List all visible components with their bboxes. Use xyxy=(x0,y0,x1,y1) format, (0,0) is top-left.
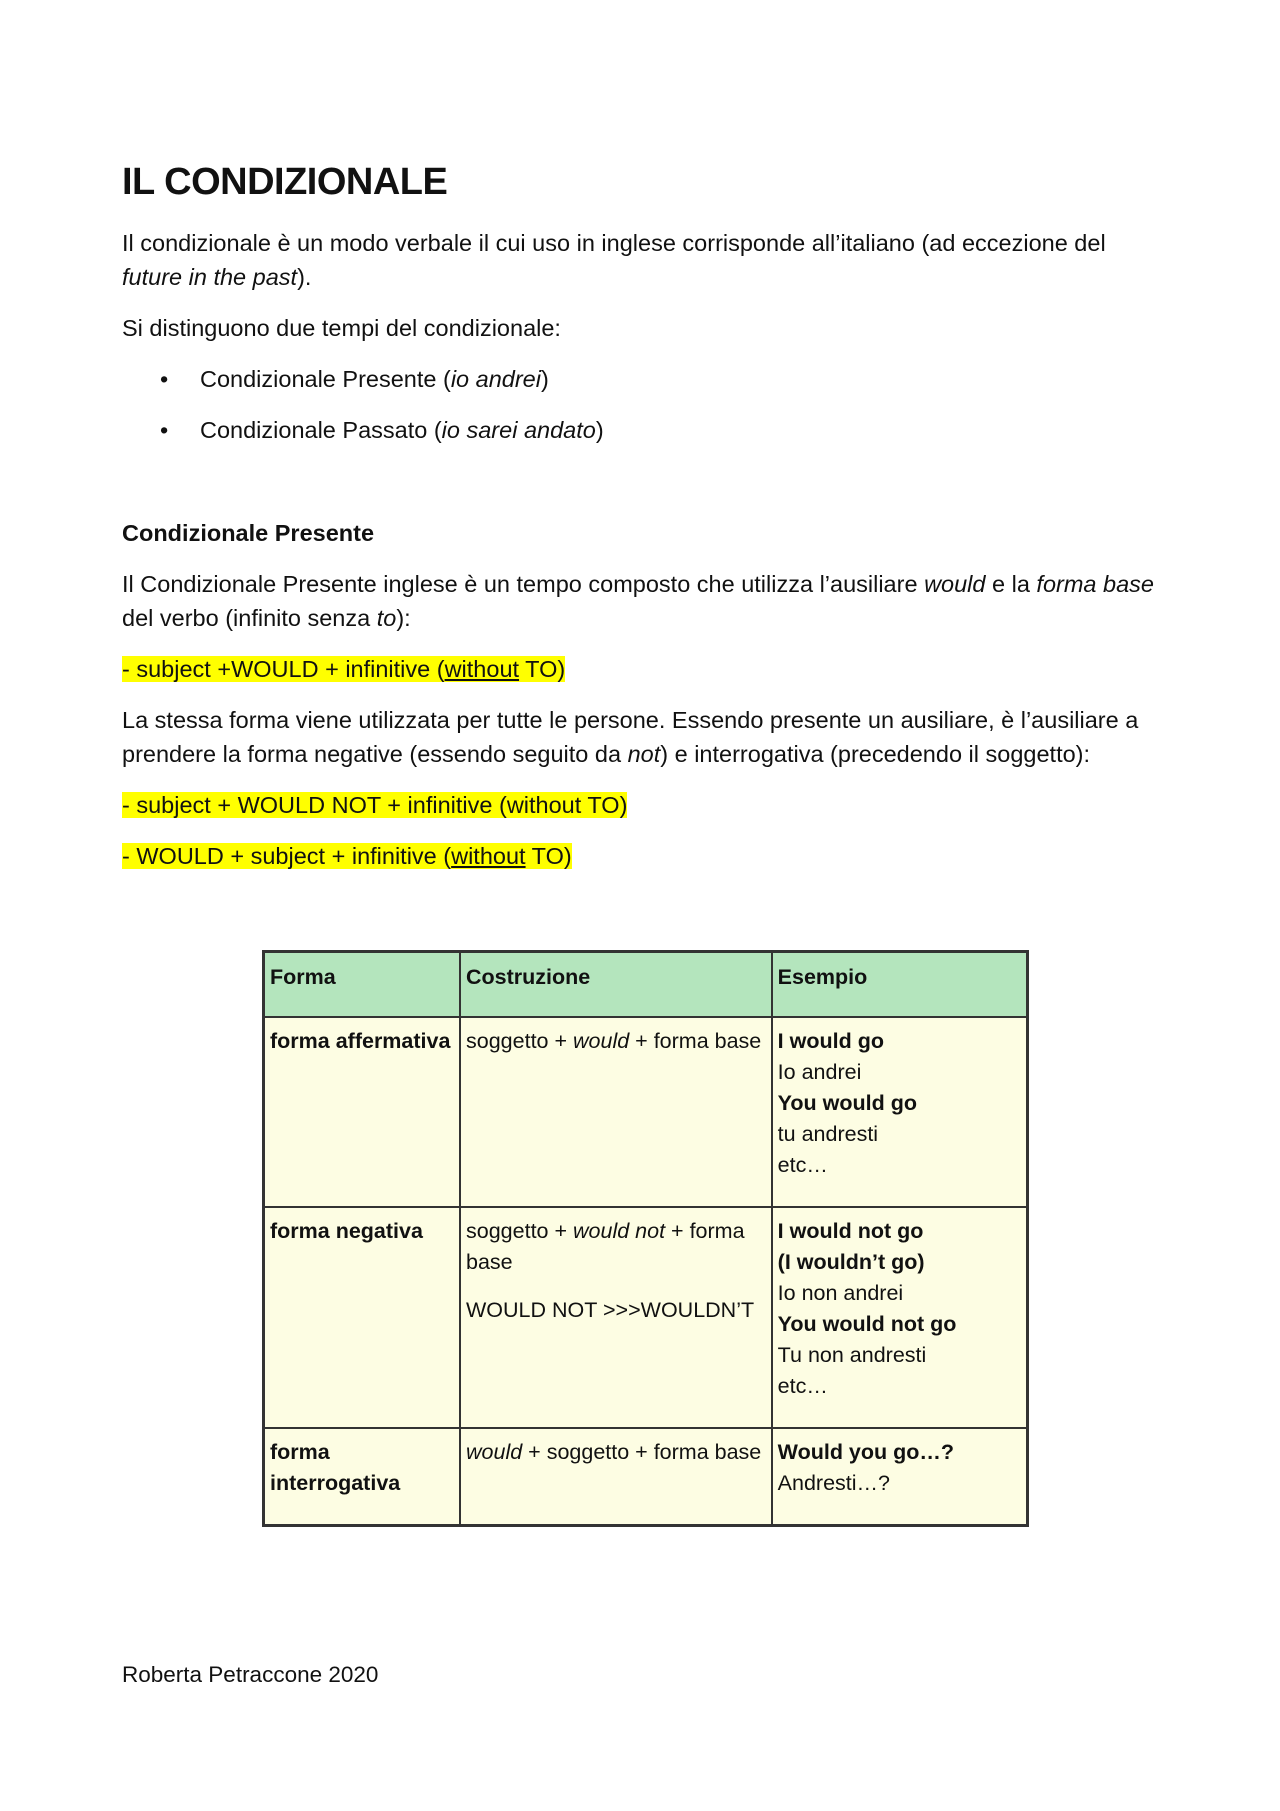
costruzione-italic: would xyxy=(573,1029,630,1053)
list-item-example: io sarei andato xyxy=(441,417,596,443)
example-english: Would you go…? xyxy=(777,1440,955,1464)
costruzione-text: soggetto + xyxy=(466,1029,574,1053)
example-english: You would not go xyxy=(777,1312,957,1336)
example-english: I would go xyxy=(777,1029,884,1053)
list-item-close: ) xyxy=(540,366,549,392)
desc-italic: forma base xyxy=(1036,571,1154,597)
desc-text: ): xyxy=(396,605,411,631)
column-header-esempio: Esempio xyxy=(772,952,1028,1018)
list-item-label: Condizionale Passato ( xyxy=(200,417,442,443)
section-heading: Condizionale Presente xyxy=(122,520,375,546)
page-title: IL CONDIZIONALE xyxy=(122,161,448,203)
desc-text: del verbo (infinito senza xyxy=(122,605,377,631)
costruzione-text: + forma base xyxy=(466,1219,745,1274)
cell-esempio xyxy=(772,1428,1028,1525)
cell-forma: forma negativa xyxy=(264,1207,461,1428)
document-body xyxy=(122,158,1162,890)
intro-paragraph xyxy=(122,226,1162,294)
footer-author: Roberta Petraccone 2020 xyxy=(122,1662,379,1687)
cell-forma: forma affermativa xyxy=(264,1017,461,1207)
example-etc: etc… xyxy=(777,1374,828,1398)
explanation-text: ) e interrogativa (precedendo il soggetto): xyxy=(660,741,1091,767)
highlighted-rule xyxy=(122,843,572,869)
rule-interrogative xyxy=(122,839,1162,873)
example-english: (I wouldn’t go) xyxy=(777,1250,925,1274)
desc-text: e la xyxy=(985,571,1037,597)
tempi-intro: Si distinguono due tempi del condizionale: xyxy=(122,315,561,341)
example-italian: Io andrei xyxy=(777,1060,862,1084)
highlighted-rule: - subject + WOULD NOT + infinitive (without TO) xyxy=(122,792,628,818)
cell-costruzione xyxy=(460,1017,772,1207)
explanation-text: La stessa forma viene utilizzata per tutte le persone. Essendo presente un ausiliare, è l’ausiliare a prendere la forma negative (essendo seguito da xyxy=(122,707,1139,767)
table-header-row xyxy=(264,952,1028,1018)
rule-text: TO) xyxy=(519,656,566,682)
cell-esempio xyxy=(772,1017,1028,1207)
costruzione-italic: would xyxy=(466,1440,523,1464)
explanation-paragraph xyxy=(122,703,1162,771)
tempi-list xyxy=(122,362,1162,447)
intro-text-end: ). xyxy=(297,264,312,290)
cell-costruzione xyxy=(460,1428,772,1525)
list-item xyxy=(122,413,1162,447)
spacer xyxy=(466,1278,766,1295)
rule-underlined: without xyxy=(444,656,520,682)
intro-text: Il condizionale è un modo verbale il cui uso in inglese corrisponde all’italiano (ad eccezione del xyxy=(122,230,1106,256)
example-etc: etc… xyxy=(777,1153,828,1177)
intro-italic: future in the past xyxy=(122,264,298,290)
column-header-forma: Forma xyxy=(264,952,461,1018)
costruzione-text: soggetto + xyxy=(466,1219,574,1243)
example-english: I would not go xyxy=(777,1219,924,1243)
example-english: You would go xyxy=(777,1091,917,1115)
costruzione-italic: would not xyxy=(573,1219,666,1243)
costruzione-text: + soggetto + forma base xyxy=(522,1440,762,1464)
list-item-example: io andrei xyxy=(450,366,541,392)
cell-costruzione xyxy=(460,1207,772,1428)
rule-negative xyxy=(122,788,1162,822)
desc-italic: would xyxy=(924,571,986,597)
desc-italic: to xyxy=(376,605,397,631)
cell-forma: forma interrogativa xyxy=(264,1428,461,1525)
example-italian: Io non andrei xyxy=(777,1281,904,1305)
desc-text: Il Condizionale Presente inglese è un tempo composto che utilizza l’ausiliare xyxy=(122,571,925,597)
table-row xyxy=(264,1017,1028,1207)
example-italian: Andresti…? xyxy=(777,1471,891,1495)
explanation-italic: not xyxy=(627,741,661,767)
rule-underlined: without xyxy=(451,843,526,869)
example-italian: Tu non andresti xyxy=(777,1343,927,1367)
rule-text: - subject +WOULD + infinitive ( xyxy=(122,656,445,682)
column-header-costruzione: Costruzione xyxy=(460,952,772,1018)
list-item-close: ) xyxy=(595,417,604,443)
rule-affirmative xyxy=(122,652,1162,686)
list-item xyxy=(122,362,1162,396)
conjugation-table xyxy=(262,950,1029,1527)
table-row xyxy=(264,1207,1028,1428)
table-row xyxy=(264,1428,1028,1525)
highlighted-rule xyxy=(122,656,565,682)
rule-text: TO) xyxy=(525,843,572,869)
list-item-label: Condizionale Presente ( xyxy=(200,366,451,392)
costruzione-text: + forma base xyxy=(629,1029,762,1053)
section-description xyxy=(122,567,1162,635)
cell-esempio xyxy=(772,1207,1028,1428)
rule-text: - WOULD + subject + infinitive ( xyxy=(122,843,452,869)
example-italian: tu andresti xyxy=(777,1122,879,1146)
contraction-note: WOULD NOT >>>WOULDN’T xyxy=(466,1298,755,1322)
